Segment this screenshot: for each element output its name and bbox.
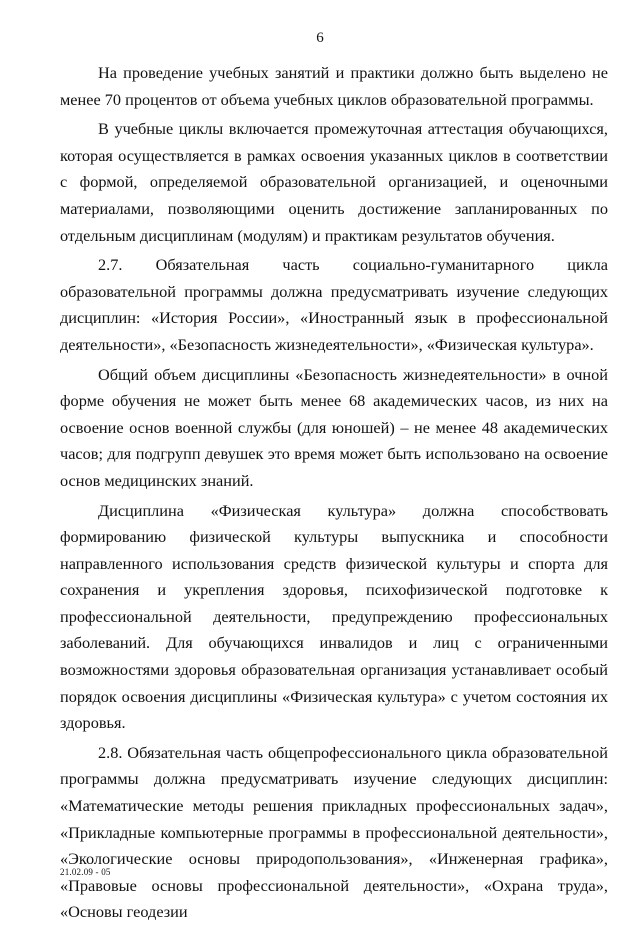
- paragraph-intermediate-assessment: В учебные циклы включается промежуточная аттестация обучающихся, которая осуществляется в рамках освоения указанных циклов в соответствии с формой, определяемой образовательной организацией, и оценочными материалами, позволяющими оценить достижение запланированных по отдельным дисциплинам (модулям) и практикам результатов обучения.: [60, 119, 608, 245]
- page-number: 6: [316, 30, 324, 46]
- paragraph-2-8-general-professional-cycle: 2.8. Обязательная часть общепрофессионального цикла образовательной программы должна предусматривать изучение следующих дисциплин: «Математические методы решения прикладных профессиональных задач», «Прикладные компьютерные программы в профессиональной деятельности», «Экологические основы природопользования», «Инженерная графика», «Правовые основы профессиональной деятельности», «Охрана труда», «Основы геодезии: [60, 742, 608, 922]
- document-body: [60, 60, 608, 929]
- paragraph-2-7-social-humanitarian-cycle: 2.7. Обязательная часть социально-гуманитарного цикла образовательной программы должна предусматривать изучение следующих дисциплин: «История России», «Иностранный язык в профессиональной деятельности», «Безопасность жизнедеятельности», «Физическая культура».: [60, 255, 608, 354]
- paragraph-physical-culture: Дисциплина «Физическая культура» должна способствовать формированию физической культуры выпускника и способности направленного использования средств физической культуры и спорта для сохранения и укрепления здоровья, психофизической подготовке к профессиональной деятельности, предупреждению профессиональных заболеваний. Для обучающихся инвалидов и лиц с ограниченными возможностями здоровья образовательная организация устанавливает особый порядок освоения дисциплины «Физическая культура» с учетом состояния их здоровья.: [60, 500, 608, 733]
- document-code: 21.02.09 - 05: [60, 867, 111, 877]
- paragraph-life-safety-hours: Общий объем дисциплины «Безопасность жизнедеятельности» в очной форме обучения не может быть менее 68 академических часов, из них на освоение основ военной службы (для юношей) – не менее 48 академических часов; для подгрупп девушек это время может быть использовано на освоение основ медицинских знаний.: [60, 364, 608, 490]
- paragraph-practice-share: На проведение учебных занятий и практики должно быть выделено не менее 70 процентов от объема учебных циклов образовательной программы.: [60, 63, 608, 109]
